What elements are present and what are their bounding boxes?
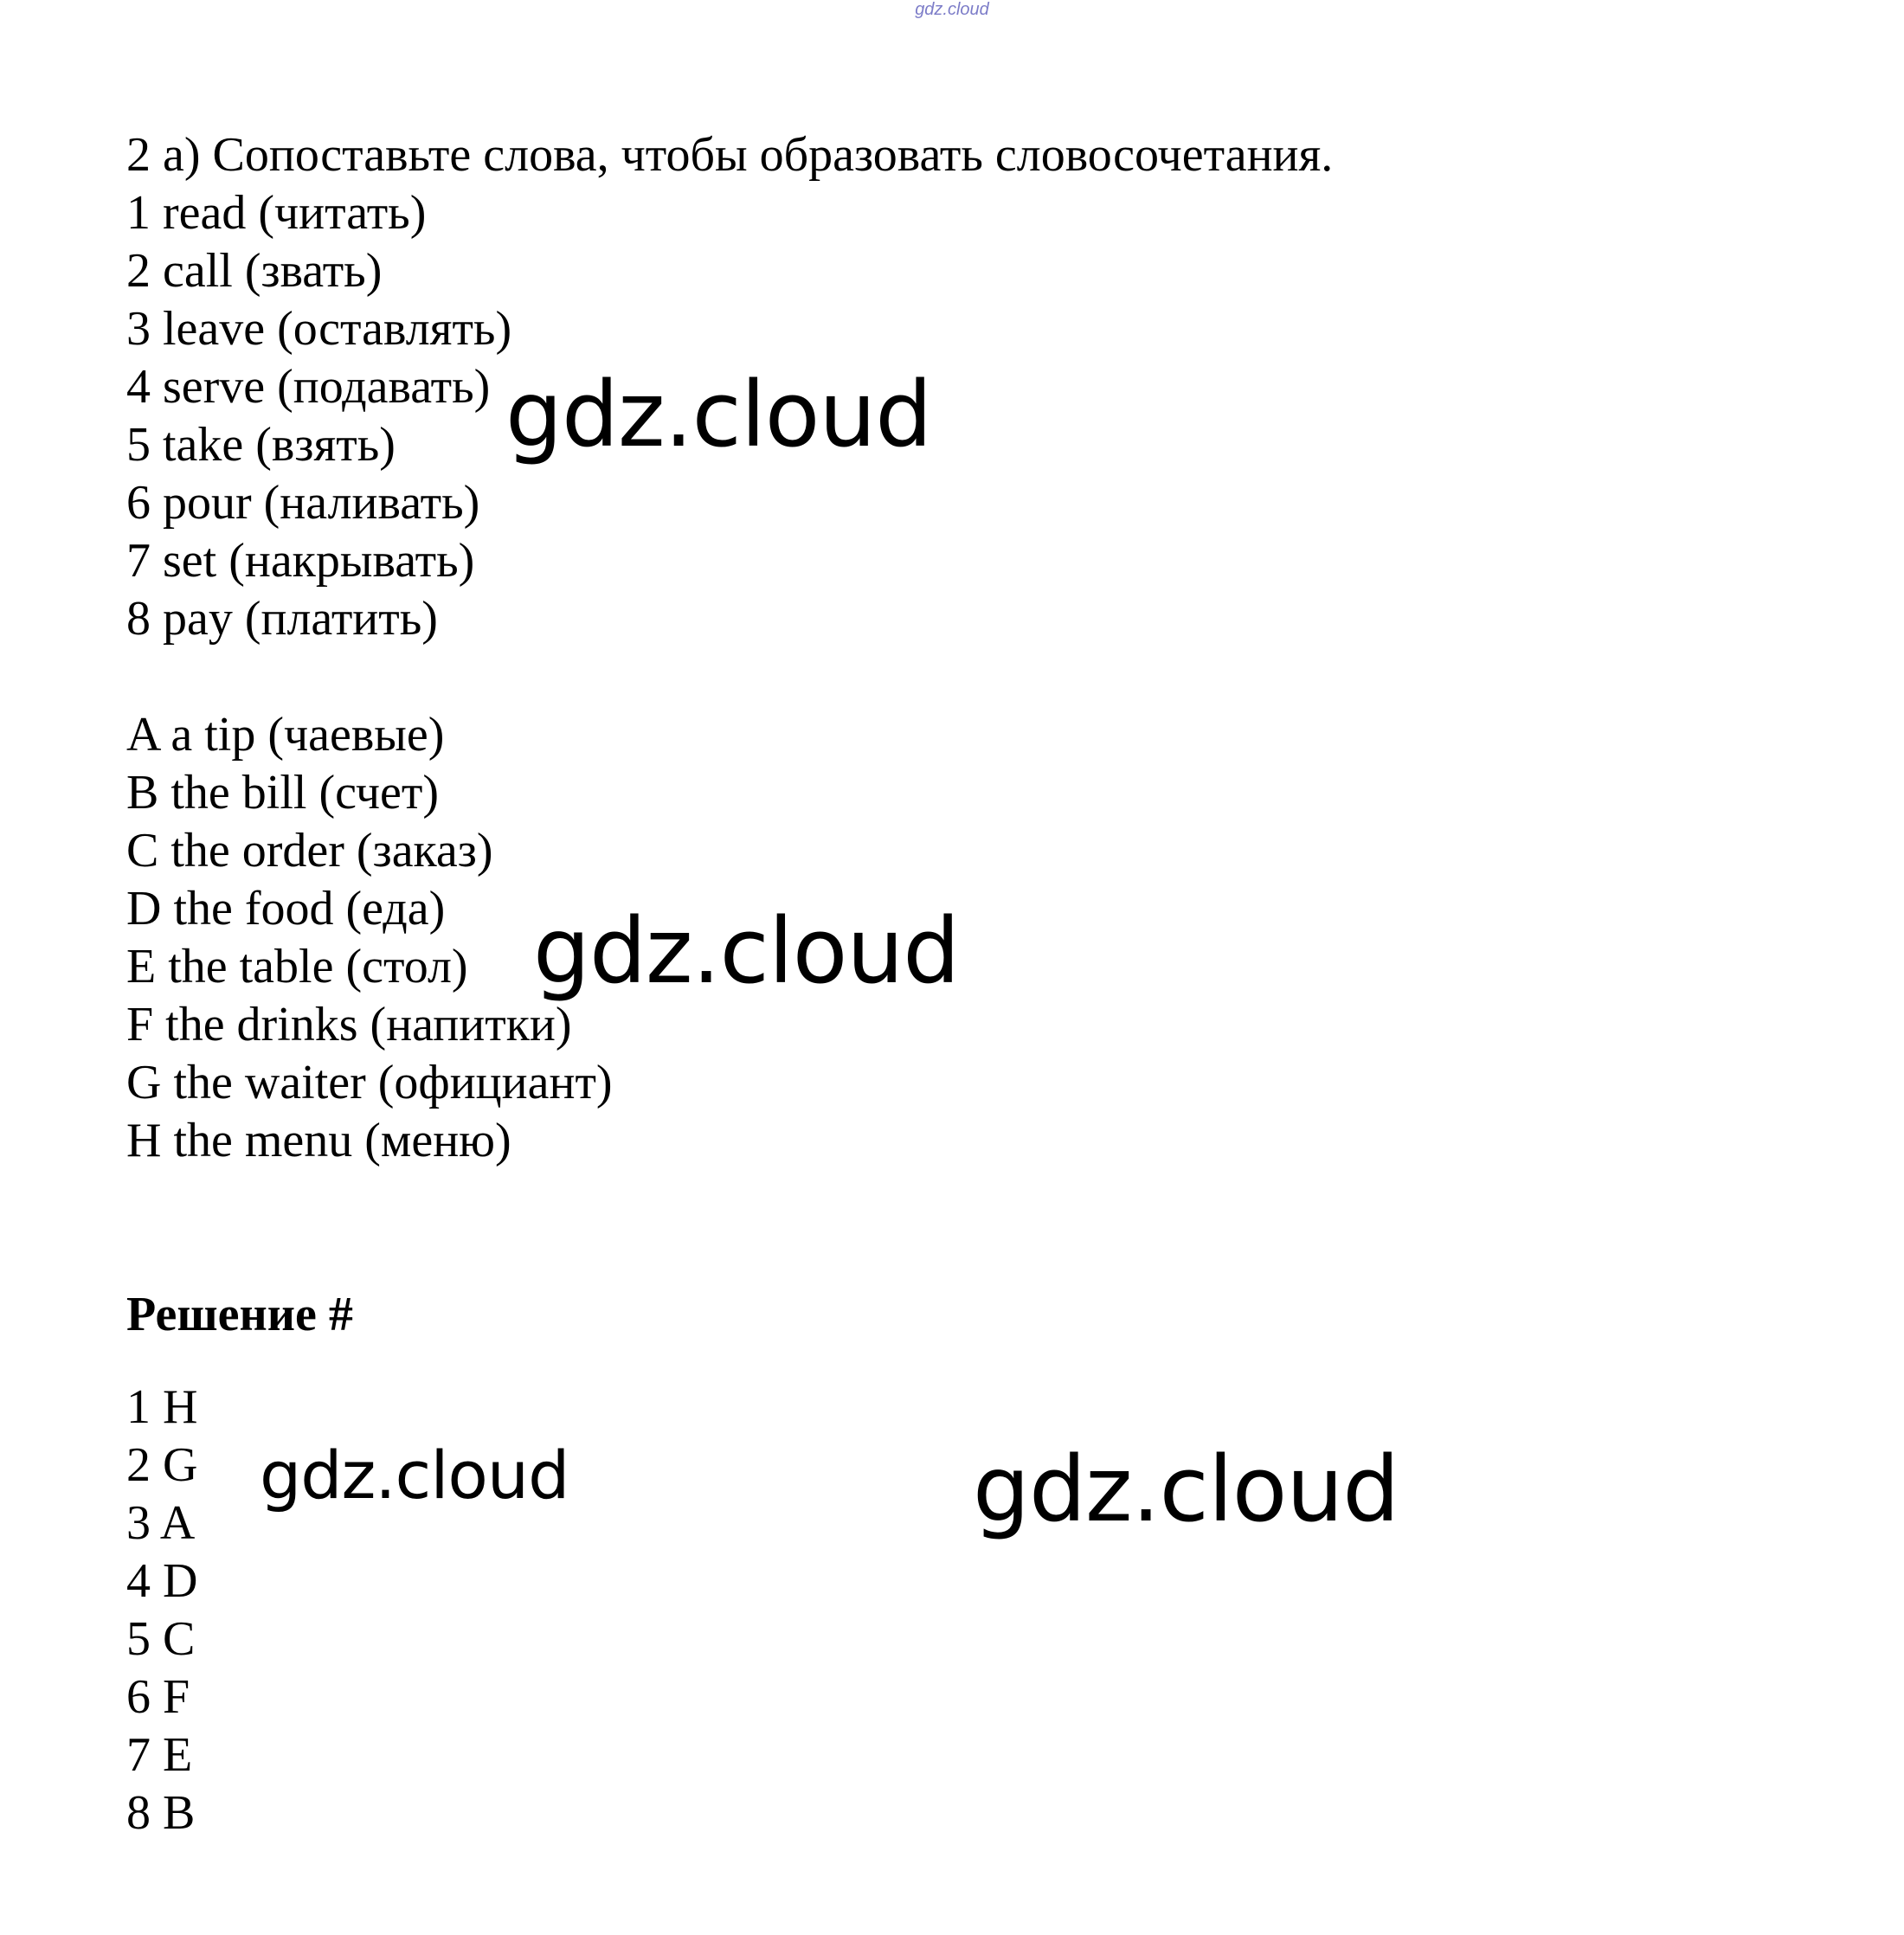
noun-item: F the drinks (напитки) <box>126 998 572 1051</box>
noun-item: E the table (стол) <box>126 940 468 993</box>
answer-item: 1 H <box>126 1380 198 1434</box>
task-title: 2 a) Сопоставьте слова, чтобы образовать словосочетания. <box>126 128 1334 182</box>
verb-item: 2 call (звать) <box>126 244 383 298</box>
answer-item: 2 G <box>126 1438 198 1492</box>
answer-item: 3 A <box>126 1496 196 1550</box>
verb-item: 1 read (читать) <box>126 186 427 240</box>
answer-item: 7 E <box>126 1728 193 1782</box>
verb-item: 8 pay (платить) <box>126 592 438 646</box>
answer-item: 6 F <box>126 1670 190 1724</box>
spacer <box>126 648 1333 706</box>
verb-item: 6 pour (наливать) <box>126 476 480 530</box>
solution-title: Решение # <box>126 1288 353 1341</box>
noun-item: D the food (еда) <box>126 882 446 935</box>
verb-item: 7 set (накрывать) <box>126 534 475 588</box>
noun-item: C the order (заказ) <box>126 824 493 878</box>
answer-item: 5 C <box>126 1612 196 1666</box>
noun-item: A a tip (чаевые) <box>126 708 445 762</box>
verb-item: 5 take (взять) <box>126 418 396 472</box>
watermark: gdz.cloud <box>533 898 960 1004</box>
header-watermark: gdz.cloud <box>915 0 989 19</box>
spacer <box>126 1170 1333 1286</box>
watermark: gdz.cloud <box>505 362 932 467</box>
noun-item: B the bill (счет) <box>126 766 439 820</box>
watermark: gdz.cloud <box>260 1437 569 1514</box>
noun-item: H the menu (меню) <box>126 1114 511 1167</box>
answer-item: 8 B <box>126 1786 196 1840</box>
verb-item: 4 serve (подавать) <box>126 360 491 414</box>
answer-item: 4 D <box>126 1554 198 1608</box>
noun-item: G the waiter (официант) <box>126 1056 613 1109</box>
watermark: gdz.cloud <box>973 1437 1399 1542</box>
verb-item: 3 leave (оставлять) <box>126 302 512 356</box>
